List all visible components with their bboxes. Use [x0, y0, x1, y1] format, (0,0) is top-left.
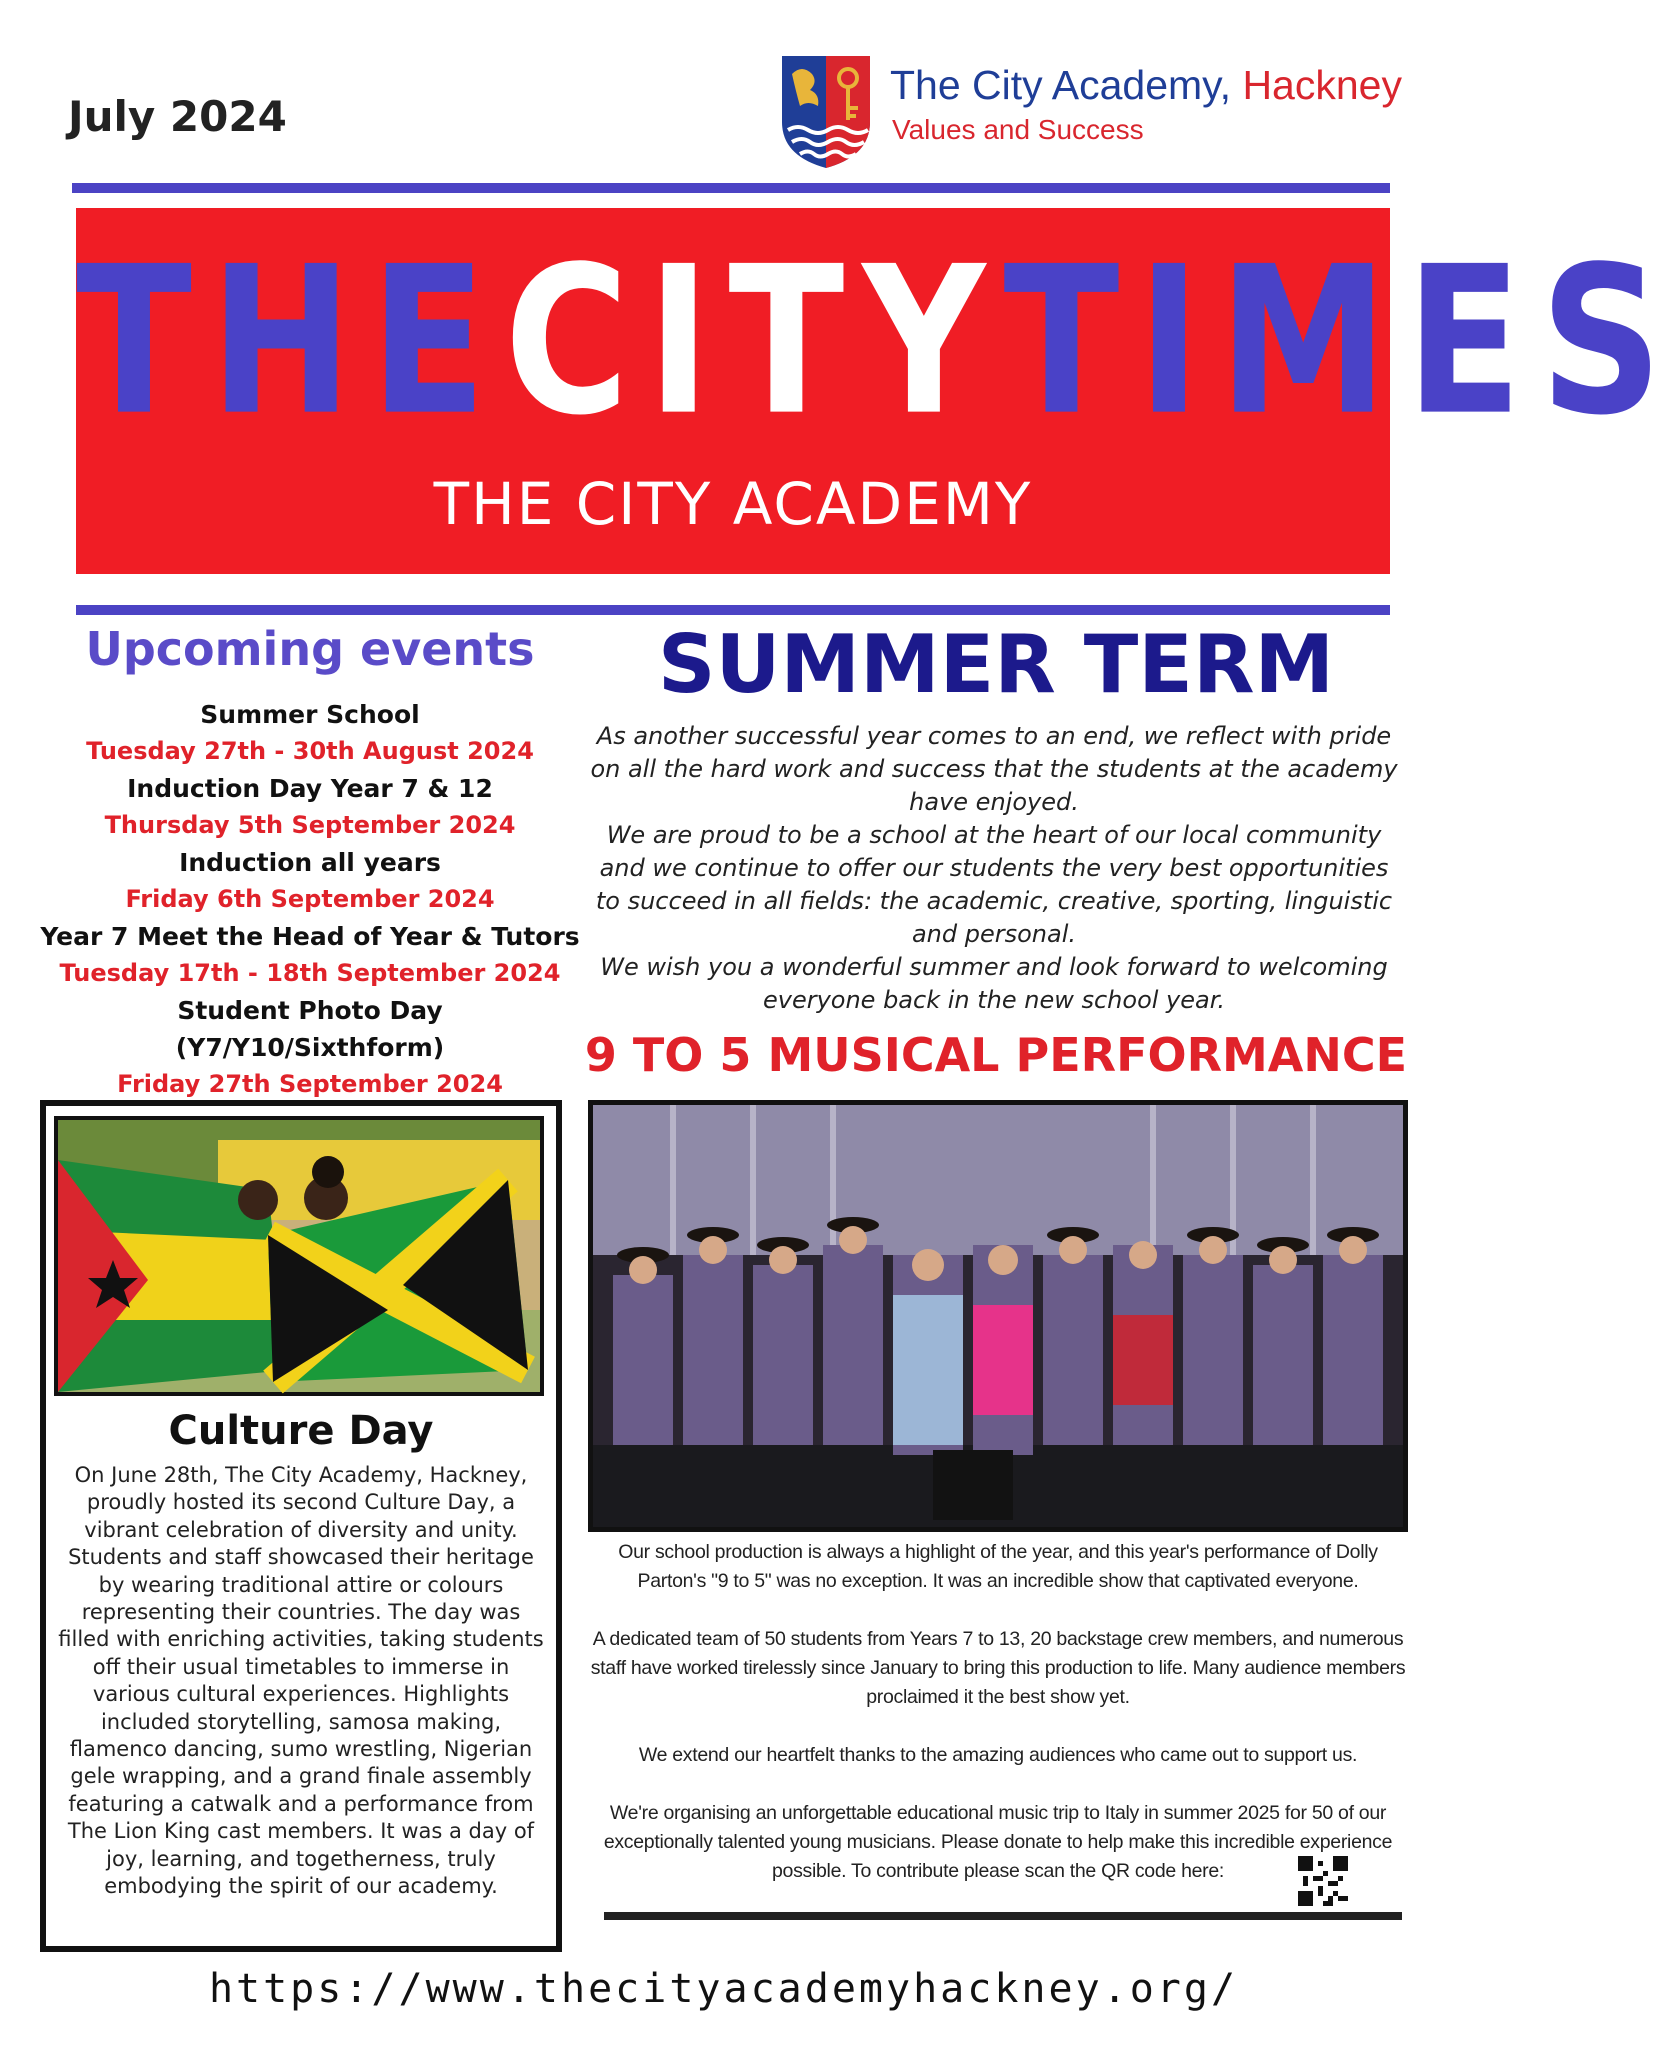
musical-paragraph: We extend our heartfelt thanks to the amazing audiences who came out to support us. [638, 1744, 1358, 1766]
masthead-banner [76, 208, 1680, 574]
event-title: Induction all years [179, 848, 441, 877]
event-date: Thursday 5th September 2024 [104, 811, 516, 839]
website-url[interactable]: https://www.thecityacademyhackney.org/ [208, 1966, 1239, 2012]
culture-day-heading: Culture Day [168, 1408, 434, 1454]
school-name-city: The City Academy, [890, 62, 1232, 108]
top-divider [72, 183, 1390, 193]
event-title: Induction Day Year 7 & 12 [127, 774, 493, 803]
musical-cast-photo [588, 1100, 1408, 1532]
event-item [40, 770, 580, 844]
event-title: Year 7 Meet the Head of Year & Tutors [40, 922, 580, 951]
event-date: Friday 27th September 2024 [117, 1070, 503, 1098]
event-date: Friday 6th September 2024 [125, 885, 495, 913]
school-crest-logo [778, 52, 874, 170]
school-name-hackney: Hackney [1242, 62, 1402, 108]
event-title: Summer School [200, 700, 420, 729]
event-item [40, 696, 580, 770]
musical-paragraph: Our school production is always a highlight of the year, and this year's performance of Dolly Parton's "9 to 5" was no exception. It was an incredible show that captivated everyone. [618, 1541, 1378, 1592]
masthead-title [76, 223, 1680, 461]
summer-paragraph: We are proud to be a school at the heart of our local community and we continue to offer our students the very best opportunities to succeed in all fields: the academic, creative, sporting, linguistic and personal. [595, 821, 1393, 948]
school-name [890, 62, 1402, 109]
culture-day-text: On June 28th, The City Academy, Hackney, proudly hosted its second Culture Day, a vibrant celebration of diversity and unity. Students and staff showcased their heritage by wearing traditional attire or colours representing their countries. The day was filled with enriching activities, taking students off their usual timetables to immerse in various cultural experiences. Highlights included storytelling, samosa making, flamenco dancing, sumo wrestling, Nigerian gele wrapping, and a grand finale assembly featuring a catwalk and a performance from The Lion King cast members. It was a day of joy, learning, and togetherness, truly embodying the spirit of our academy. [58, 1463, 544, 1899]
events-heading: Upcoming events [85, 622, 535, 676]
musical-paragraph: A dedicated team of 50 students from Years 7 to 13, 20 backstage crew members, and numerous staff have worked tirelessly since January to bring this production to life. Many audience members proclaimed it the best show yet. [590, 1628, 1406, 1708]
event-date: Tuesday 27th - 30th August 2024 [86, 737, 534, 765]
masthead-word-the: THE [76, 223, 505, 461]
event-item [40, 992, 580, 1103]
issue-date: July 2024 [68, 92, 287, 141]
middle-divider [76, 605, 1390, 615]
masthead-word-city: CITY [504, 223, 1004, 461]
donation-qr-code[interactable] [1298, 1856, 1348, 1906]
summer-paragraph: We wish you a wonderful summer and look forward to welcoming everyone back in the new school year. [600, 953, 1388, 1014]
event-date: Tuesday 17th - 18th September 2024 [59, 959, 561, 987]
musical-paragraph: We're organising an unforgettable educational music trip to Italy in summer 2025 for 50 of our exceptionally talented young musicians. Please donate to help make this incredible experience possible. To contribute please scan the QR code here: [603, 1802, 1393, 1882]
event-item [40, 844, 580, 918]
event-item [40, 918, 580, 992]
masthead-word-times: TIMES [1003, 223, 1680, 461]
musical-text [584, 1538, 1412, 1915]
school-motto: Values and Success [892, 114, 1144, 145]
musical-heading: 9 TO 5 MUSICAL PERFORMANCE [584, 1028, 1408, 1082]
events-list [40, 696, 580, 1103]
culture-day-photo [54, 1116, 544, 1396]
masthead-subtitle: THE CITY ACADEMY [433, 470, 1033, 538]
summer-paragraph: As another successful year comes to an end, we reflect with pride on all the hard work and success that the students at the academy have enjoyed. [590, 722, 1398, 816]
summer-term-text [584, 720, 1404, 1017]
summer-term-heading: SUMMER TERM [657, 618, 1335, 711]
event-title: Student Photo Day (Y7/Y10/Sixthform) [175, 996, 445, 1062]
bottom-divider [604, 1912, 1402, 1920]
